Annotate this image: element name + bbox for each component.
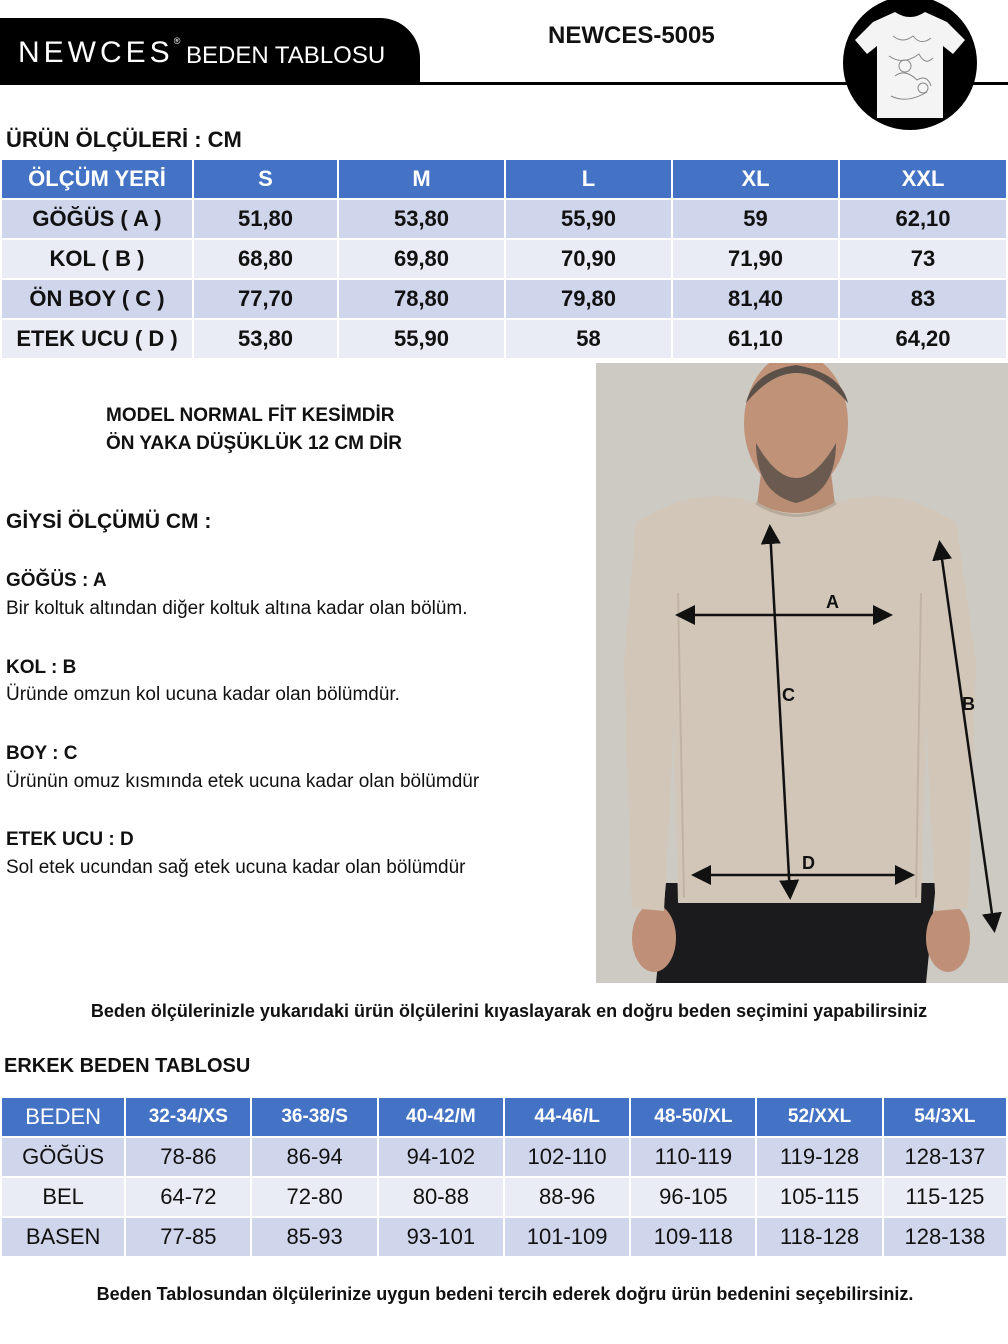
label-d: D (802, 853, 815, 873)
table-cell: 83 (840, 280, 1006, 318)
label-b: B (962, 694, 975, 714)
table-cell: KOL ( B ) (2, 240, 192, 278)
compare-note: Beden ölçülerinizle yukarıdaki ürün ölçülerini kıyaslayarak en doğru beden seçimini yapabilirsiniz (90, 1001, 928, 1021)
table-cell: 118-128 (757, 1218, 881, 1256)
table-header-row (2, 160, 1006, 198)
table-cell: 105-115 (757, 1178, 881, 1216)
table-header-cell: 54/3XL (884, 1098, 1006, 1136)
table-cell: 115-125 (884, 1178, 1006, 1216)
table-cell: 88-96 (505, 1178, 629, 1216)
table-cell: 72-80 (252, 1178, 376, 1216)
table-header-cell: 44-46/L (505, 1098, 629, 1136)
table-cell: 55,90 (506, 200, 671, 238)
table-cell: 81,40 (673, 280, 838, 318)
table-cell: ETEK UCU ( D ) (2, 320, 192, 358)
model-fit-note: MODEL NORMAL FİT KESİMDİR (106, 405, 395, 426)
table-header-cell: 48-50/XL (631, 1098, 755, 1136)
table-cell: 110-119 (631, 1138, 755, 1176)
table-cell: BASEN (2, 1218, 124, 1256)
table-header-cell: 52/XXL (757, 1098, 881, 1136)
table-header-cell: BEDEN (2, 1098, 124, 1136)
tshirt-thumbnail-icon (843, 0, 977, 130)
table-cell: 101-109 (505, 1218, 629, 1256)
table-cell: 51,80 (194, 200, 337, 238)
table-cell: 58 (506, 320, 671, 358)
table-cell: 77-85 (126, 1218, 250, 1256)
table-cell: 119-128 (757, 1138, 881, 1176)
table-header-cell: M (339, 160, 504, 198)
table-cell: 109-118 (631, 1218, 755, 1256)
table-cell: 53,80 (339, 200, 504, 238)
table-cell: 71,90 (673, 240, 838, 278)
table-cell: 128-137 (884, 1138, 1006, 1176)
sleeve-term-desc: Üründe omzun kol ucuna kadar olan bölümdür. (6, 684, 400, 705)
model-illustration (596, 363, 1008, 983)
table-header-row (2, 1098, 1006, 1136)
chest-term-label: GÖĞÜS : A (6, 570, 107, 591)
sleeve-term-label: KOL : B (6, 657, 77, 678)
table-cell: 78-86 (126, 1138, 250, 1176)
table-cell: 73 (840, 240, 1006, 278)
table-cell: 70,90 (506, 240, 671, 278)
table-cell: BEL (2, 1178, 124, 1216)
table-cell: 64,20 (840, 320, 1006, 358)
chest-term-desc: Bir koltuk altından diğer koltuk altına kadar olan bölüm. (6, 598, 468, 619)
table-cell: 79,80 (506, 280, 671, 318)
table-header-cell: 36-38/S (252, 1098, 376, 1136)
product-code: NEWCES-5005 (548, 22, 715, 49)
table-cell: 78,80 (339, 280, 504, 318)
table-cell: 69,80 (339, 240, 504, 278)
model-photo (596, 363, 1008, 983)
table-header-cell: 32-34/XS (126, 1098, 250, 1136)
table-header-cell: S (194, 160, 337, 198)
table-row (2, 1178, 1006, 1216)
table-row (2, 1138, 1006, 1176)
table-row (2, 320, 1006, 358)
table-cell: ÖN BOY ( C ) (2, 280, 192, 318)
table-header-cell: L (506, 160, 671, 198)
table-cell: GÖĞÜS (2, 1138, 124, 1176)
table-cell: 68,80 (194, 240, 337, 278)
product-sizes-title: ÜRÜN ÖLÇÜLERİ : CM (6, 127, 242, 152)
hem-term-label: ETEK UCU : D (6, 829, 134, 850)
table-cell: 80-88 (379, 1178, 503, 1216)
table-header-cell: ÖLÇÜM YERİ (2, 160, 192, 198)
table-cell: GÖĞÜS ( A ) (2, 200, 192, 238)
table-cell: 59 (673, 200, 838, 238)
table-header-cell: XL (673, 160, 838, 198)
table-cell: 55,90 (339, 320, 504, 358)
collar-drop-note: ÖN YAKA DÜŞÜKLÜK 12 CM DİR (106, 433, 402, 454)
table-cell: 86-94 (252, 1138, 376, 1176)
table-cell: 62,10 (840, 200, 1006, 238)
header-title: BEDEN TABLOSU (186, 42, 386, 69)
hem-term-desc: Sol etek ucundan sağ etek ucuna kadar olan bölümdür (6, 857, 466, 878)
table-cell: 53,80 (194, 320, 337, 358)
length-term-label: BOY : C (6, 743, 78, 764)
table-cell: 77,70 (194, 280, 337, 318)
table-cell: 94-102 (379, 1138, 503, 1176)
table-row (2, 1218, 1006, 1256)
table-cell: 96-105 (631, 1178, 755, 1216)
table-cell: 93-101 (379, 1218, 503, 1256)
label-c: C (782, 685, 795, 705)
men-size-table (0, 1096, 1008, 1258)
product-thumbnail (843, 0, 977, 130)
footer-note: Beden Tablosundan ölçülerinize uygun bedeni tercih ederek doğru ürün bedenini seçebilirsiniz. (96, 1284, 914, 1304)
product-size-table (0, 158, 1008, 360)
table-cell: 85-93 (252, 1218, 376, 1256)
table-cell: 128-138 (884, 1218, 1006, 1256)
table-header-cell: XXL (840, 160, 1006, 198)
table-row (2, 200, 1006, 238)
table-header-cell: 40-42/M (379, 1098, 503, 1136)
men-sizes-title: ERKEK BEDEN TABLOSU (4, 1055, 251, 1077)
table-row (2, 240, 1006, 278)
garment-measure-title: GİYSİ ÖLÇÜMÜ CM : (6, 510, 212, 533)
brand-logo: NEWCES® (18, 36, 181, 69)
label-a: A (826, 592, 839, 612)
length-term-desc: Ürünün omuz kısmında etek ucuna kadar olan bölümdür (6, 771, 480, 792)
table-cell: 61,10 (673, 320, 838, 358)
table-row (2, 280, 1006, 318)
table-cell: 102-110 (505, 1138, 629, 1176)
table-cell: 64-72 (126, 1178, 250, 1216)
